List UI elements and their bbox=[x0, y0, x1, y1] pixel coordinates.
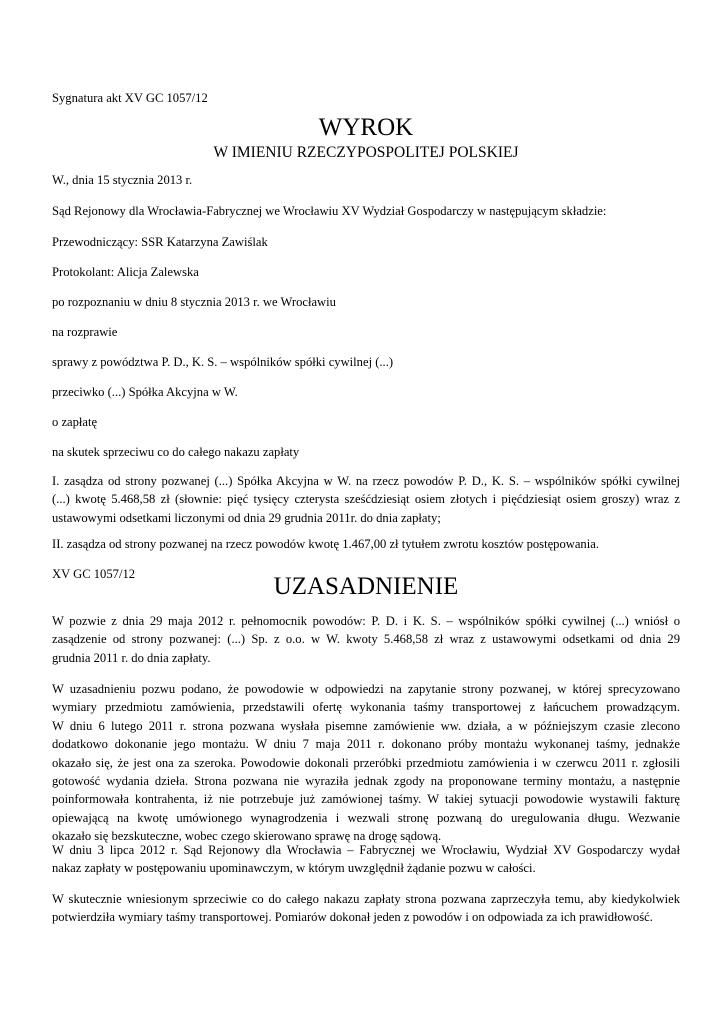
text-line: gotowość wydania dzieła. Strona pozwana nie wyraziła jednak zgody na proponowane terminy montażu, a następnie bbox=[52, 774, 680, 789]
justification-title: UZASADNIENIE bbox=[273, 573, 459, 600]
session-type: na rozprawie bbox=[52, 325, 118, 339]
justification-paragraph-2 bbox=[52, 680, 680, 846]
justification-paragraph-1 bbox=[52, 612, 680, 667]
document-title: WYROK bbox=[318, 114, 414, 141]
text-line: okazało się, że jest ona za szeroka. Powodowie dokonali przeróbki przedmiotu zamówienia i w czerwcu 2011 r. zgłosili bbox=[52, 755, 680, 770]
defendant: przeciwko (...) Spółka Akcyjna w W. bbox=[52, 385, 238, 399]
text-line: (...) kwotę 5.468,58 zł (słownie: pięć tysięcy czterysta sześćdziesiąt osiem złotych i pięćdziesiąt osiem groszy) wraz z bbox=[52, 492, 680, 507]
case-parties: sprawy z powództwa P. D., K. S. – wspólników spółki cywilnej (...) bbox=[52, 355, 394, 369]
justification-paragraph-3 bbox=[52, 841, 680, 878]
text-line: W dniu 3 lipca 2012 r. Sąd Rejonowy dla Wrocławia – Fabrycznej we Wrocławiu, Wydział XV Gospodarczy wydał bbox=[52, 843, 680, 857]
text-line: ustawowymi odsetkami liczonymi od dnia 29 grudnia 2011r. do dnia zapłaty; bbox=[52, 510, 441, 525]
ruling-point-2: II. zasądza od strony pozwanej na rzecz powodów kwotę 1.467,00 zł tytułem zwrotu kosztów postępowania. bbox=[52, 537, 599, 551]
objection-note: na skutek sprzeciwu co do całego nakazu zapłaty bbox=[52, 445, 300, 459]
text-line: zasądzenie od strony pozwanej: (...) Sp. z o.o. w W. kwoty 5.468,58 zł wraz z ustawowymi odsetkami od dnia 29 bbox=[52, 632, 680, 647]
text-line: grudnia 2011 r. do dnia zapłaty. bbox=[52, 650, 211, 665]
place-date: W., dnia 15 stycznia 2013 r. bbox=[52, 173, 193, 187]
case-subject: o zapłatę bbox=[52, 415, 98, 429]
text-line: nakaz zapłaty w postępowaniu upominawczym, w którym uwzględnił żądanie pozwu w całości. bbox=[52, 861, 536, 876]
text-line: wymiary przedmiotu zamówienia, przedstawili ofertę wykonania taśmy transportowej z łańcuchem prowadzącym. bbox=[52, 700, 680, 715]
text-line: W skutecznie wniesionym sprzeciwie co do całego nakazu zapłaty strona pozwana zaprzeczyła temu, aby kiedykolwiek bbox=[52, 892, 680, 906]
text-line: W pozwie z dnia 29 maja 2012 r. pełnomocnik powodów: P. D. i K. S. – wspólników spółki cywilnej (...) wniósł o bbox=[52, 614, 680, 628]
court-composition: Sąd Rejonowy dla Wrocławia-Fabrycznej we Wrocławiu XV Wydział Gospodarczy w następującym składzie: bbox=[52, 204, 607, 218]
court-clerk: Protokolant: Alicja Zalewska bbox=[52, 265, 199, 279]
text-line: I. zasądza od strony pozwanej (...) Spółka Akcyjna w W. na rzecz powodów P. D., K. S. – wspólników spółki cywilnej bbox=[52, 474, 680, 488]
justification-paragraph-4 bbox=[52, 890, 680, 927]
presiding-judge: Przewodniczący: SSR Katarzyna Zawiślak bbox=[52, 235, 268, 249]
text-line: W uzasadnieniu pozwu podano, że powodowie w odpowiedzi na zapytanie strony pozwanej, w której sprecyzowano bbox=[52, 682, 680, 696]
text-line: opiewającą na kwotę umówionego wynagrodzenia i wezwali stronę pozwaną do uregulowania długu. Wezwanie bbox=[52, 810, 680, 825]
ruling-point-1 bbox=[52, 472, 680, 527]
text-line: potwierdziła wymiary taśmy transportowej. Pomiarów dokonał jeden z powodów i on odpowiada za ich prawidłowość. bbox=[52, 910, 653, 925]
text-line: W dniu 6 lutego 2011 r. strona pozwana wysłała pisemne zamówienie ww. działa, a w późniejszym czasie zlecono bbox=[52, 718, 680, 733]
hearing-date: po rozpoznaniu w dniu 8 stycznia 2013 r. we Wrocławiu bbox=[52, 295, 336, 309]
document-subtitle: W IMIENIU RZECZYPOSPOLITEJ POLSKIEJ bbox=[213, 144, 519, 161]
case-signature: Sygnatura akt XV GC 1057/12 bbox=[52, 91, 208, 105]
case-signature-2: XV GC 1057/12 bbox=[52, 567, 136, 581]
text-line: dodatkowo dokonanie jego montażu. W dniu 7 maja 2011 r. dokonano próby montażu wykonanej taśmy, jednakże bbox=[52, 737, 680, 752]
text-line: okazało się bezskuteczne, wobec czego skierowano sprawę na drogę sądową. bbox=[52, 829, 442, 844]
text-line: poinformowała kontrahenta, iż nie potrzebuje już zamówionej taśmy. W takiej sytuacji powodowie wystawili fakturę bbox=[52, 792, 680, 807]
